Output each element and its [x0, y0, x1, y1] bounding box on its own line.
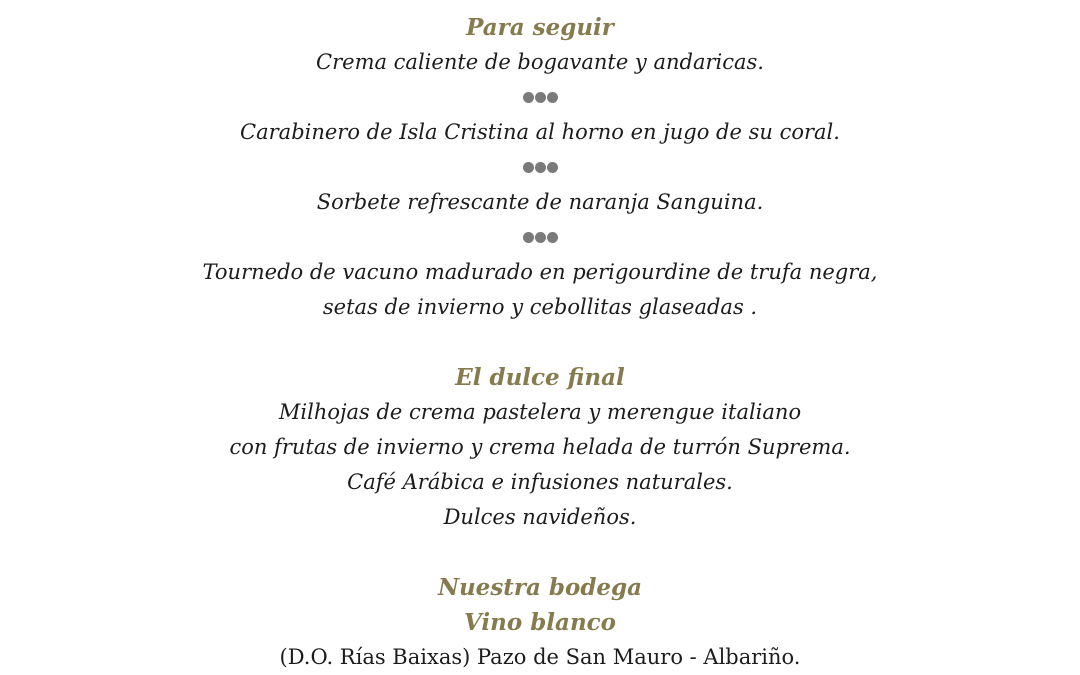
- dot-icon: [547, 162, 558, 173]
- dish-carabinero: Carabinero de Isla Cristina al horno en jugo de su coral.: [240, 120, 840, 144]
- dot-icon: [535, 162, 546, 173]
- three-dots-separator-icon: [0, 220, 1080, 255]
- wine-albarino: (D.O. Rías Baixas) Pazo de San Mauro - Albariño.: [279, 645, 801, 669]
- section-heading-para-seguir: Para seguir: [466, 14, 614, 41]
- dessert-line-3: Café Arábica e infusiones naturales.: [347, 470, 733, 494]
- dot-icon: [547, 92, 558, 103]
- dot-icon: [535, 232, 546, 243]
- dessert-line-1: Milhojas de crema pastelera y merengue italiano: [278, 400, 802, 424]
- top-spacer: [0, 0, 1080, 10]
- section-spacer: [0, 535, 1080, 570]
- dessert-line-2: con frutas de invierno y crema helada de turrón Suprema.: [229, 435, 851, 459]
- dot-icon: [523, 232, 534, 243]
- dot-icon: [523, 162, 534, 173]
- three-dots-separator-icon: [0, 150, 1080, 185]
- dot-icon: [523, 92, 534, 103]
- three-dots-separator-icon: [0, 80, 1080, 115]
- dish-sorbete: Sorbete refrescante de naranja Sanguina.: [316, 190, 764, 214]
- section-heading-nuestra-bodega: Nuestra bodega: [437, 574, 643, 601]
- dot-icon: [547, 232, 558, 243]
- dessert-line-4: Dulces navideños.: [443, 505, 637, 529]
- section-subheading-vino-blanco: Vino blanco: [463, 609, 617, 636]
- section-spacer: [0, 325, 1080, 360]
- dish-tournedo-line-1: Tournedo de vacuno madurado en perigourdine de trufa negra,: [202, 260, 878, 284]
- dish-tournedo-line-2: setas de invierno y cebollitas glaseadas .: [322, 295, 758, 319]
- dot-icon: [535, 92, 546, 103]
- section-heading-dulce-final: El dulce final: [455, 364, 625, 391]
- dish-crema-bogavante: Crema caliente de bogavante y andaricas.: [316, 50, 764, 74]
